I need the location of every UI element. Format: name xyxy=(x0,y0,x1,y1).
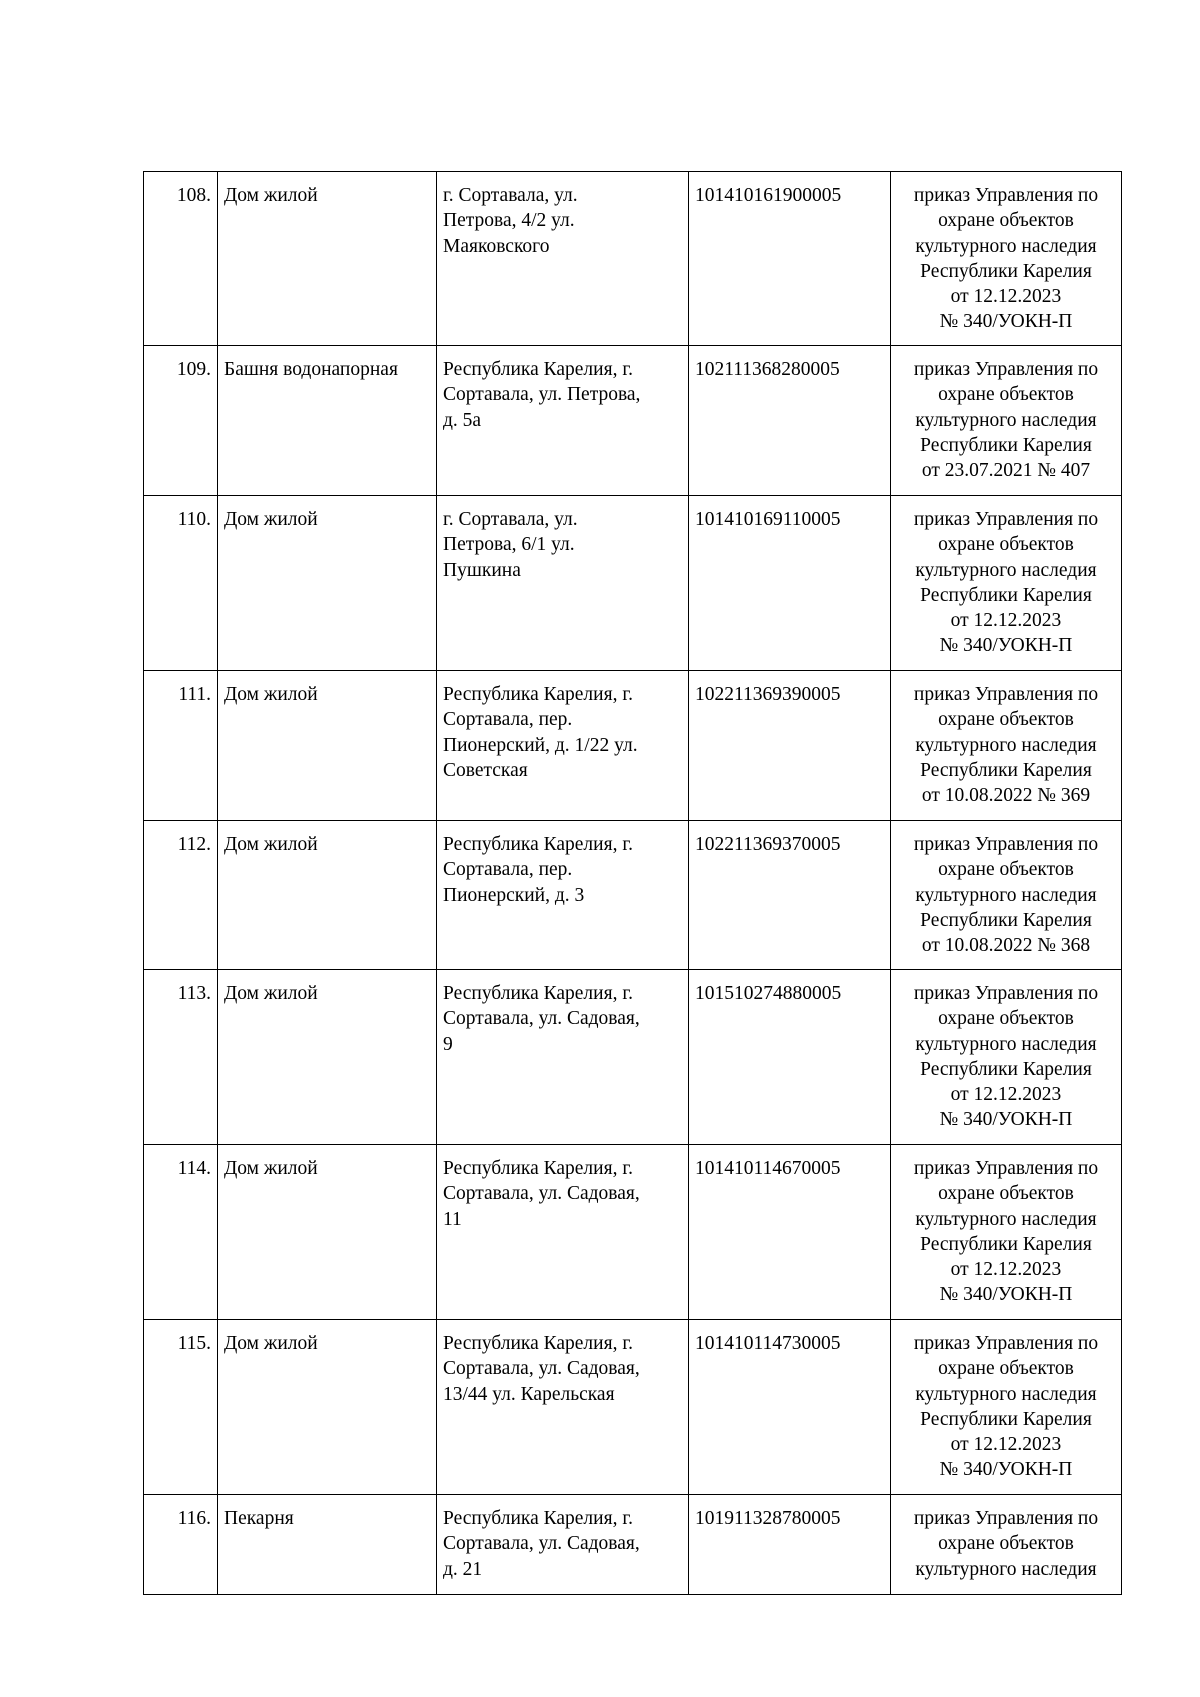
document-line: от 12.12.2023 xyxy=(950,1259,1062,1281)
address-line: 11 xyxy=(443,1208,462,1230)
legal-document xyxy=(891,172,1122,346)
address-line: Сортавала, ул. Садовая, xyxy=(443,1533,640,1555)
row-number: 108. xyxy=(144,172,218,346)
document-line: охране объектов xyxy=(938,1008,1074,1030)
document-line: Республики Карелия xyxy=(920,909,1092,931)
object-name xyxy=(218,346,437,496)
document-line: приказ Управления по xyxy=(913,359,1099,380)
document-line: охране объектов xyxy=(938,534,1074,556)
address-line: Пионерский, д. 3 xyxy=(443,884,585,906)
document-line: культурного наследия xyxy=(915,1383,1097,1405)
document-line: приказ Управления по xyxy=(913,1158,1099,1179)
row-number: 109. xyxy=(144,346,218,496)
document-line: № 340/УОКН-П xyxy=(939,635,1073,657)
legal-document xyxy=(891,671,1122,821)
table-row xyxy=(144,671,1122,821)
object-name-text: Пекарня xyxy=(224,1508,294,1529)
registry-number: 101410114730005 xyxy=(689,1320,891,1495)
object-name-text: Дом жилой xyxy=(224,509,318,530)
address-line: Пушкина xyxy=(443,559,521,581)
object-name-text: Дом жилой xyxy=(224,1158,318,1179)
document-line: Республики Карелия xyxy=(920,260,1092,282)
address-line: Сортавала, пер. xyxy=(443,709,573,731)
object-name-text: Дом жилой xyxy=(224,185,318,206)
registry-number: 101911328780005 xyxy=(689,1495,891,1595)
document-line: № 340/УОКН-П xyxy=(939,1459,1073,1481)
object-name-text: Дом жилой xyxy=(224,834,318,855)
registry-number: 101510274880005 xyxy=(689,970,891,1145)
object-address xyxy=(437,172,689,346)
row-number: 116. xyxy=(144,1495,218,1595)
document-line: Республики Карелия xyxy=(920,584,1092,606)
document-line: № 340/УОКН-П xyxy=(939,1284,1073,1306)
row-number: 112. xyxy=(144,821,218,970)
legal-document xyxy=(891,346,1122,496)
object-name xyxy=(218,496,437,671)
object-name-text: Башня водонапорная xyxy=(224,359,398,380)
object-address xyxy=(437,970,689,1145)
address-line: Сортавала, ул. Петрова, xyxy=(443,384,641,406)
address-line: Республика Карелия, г. xyxy=(443,359,633,380)
object-address xyxy=(437,346,689,496)
document-line: № 340/УОКН-П xyxy=(939,1109,1073,1131)
row-number: 113. xyxy=(144,970,218,1145)
address-line: Республика Карелия, г. xyxy=(443,834,633,855)
document-line: от 12.12.2023 xyxy=(950,286,1062,308)
row-number: 115. xyxy=(144,1320,218,1495)
address-line: г. Сортавала, ул. xyxy=(443,509,578,530)
document-line: приказ Управления по xyxy=(913,983,1099,1004)
address-line: Сортавала, пер. xyxy=(443,859,573,881)
registry-number: 101410114670005 xyxy=(689,1145,891,1320)
address-line: Республика Карелия, г. xyxy=(443,1508,633,1529)
document-line: Республики Карелия xyxy=(920,759,1092,781)
document-line: культурного наследия xyxy=(915,409,1097,431)
row-number: 110. xyxy=(144,496,218,671)
object-name xyxy=(218,821,437,970)
document-line: Республики Карелия xyxy=(920,1058,1092,1080)
object-name xyxy=(218,1495,437,1595)
address-line: Республика Карелия, г. xyxy=(443,1333,633,1354)
address-line: 9 xyxy=(443,1033,453,1055)
document-line: Республики Карелия xyxy=(920,1233,1092,1255)
table-row xyxy=(144,1495,1122,1595)
address-line: Сортавала, ул. Садовая, xyxy=(443,1008,640,1030)
address-line: Республика Карелия, г. xyxy=(443,983,633,1004)
document-line: охране объектов xyxy=(938,384,1074,406)
document-line: охране объектов xyxy=(938,1533,1074,1555)
document-line: охране объектов xyxy=(938,210,1074,232)
document-line: приказ Управления по xyxy=(913,1333,1099,1354)
address-line: Республика Карелия, г. xyxy=(443,684,633,705)
row-number: 111. xyxy=(144,671,218,821)
document-line: культурного наследия xyxy=(915,235,1097,257)
document-line: охране объектов xyxy=(938,1183,1074,1205)
document-line: культурного наследия xyxy=(915,734,1097,756)
registry-number: 102211369370005 xyxy=(689,821,891,970)
document-line: от 12.12.2023 xyxy=(950,1084,1062,1106)
address-line: Сортавала, ул. Садовая, xyxy=(443,1183,640,1205)
table-row xyxy=(144,1320,1122,1495)
table-row xyxy=(144,496,1122,671)
object-address xyxy=(437,671,689,821)
table-row xyxy=(144,172,1122,346)
object-name-text: Дом жилой xyxy=(224,1333,318,1354)
object-address xyxy=(437,821,689,970)
table-row xyxy=(144,970,1122,1145)
object-name xyxy=(218,1145,437,1320)
address-line: Петрова, 6/1 ул. xyxy=(443,534,575,556)
document-line: охране объектов xyxy=(938,859,1074,881)
document-line: от 10.08.2022 № 369 xyxy=(921,785,1091,807)
registry-number: 102111368280005 xyxy=(689,346,891,496)
address-line: д. 5а xyxy=(443,409,482,431)
document-line: культурного наследия xyxy=(915,884,1097,906)
address-line: Маяковского xyxy=(443,235,550,257)
document-line: приказ Управления по xyxy=(913,185,1099,206)
address-line: Республика Карелия, г. xyxy=(443,1158,633,1179)
object-address xyxy=(437,1495,689,1595)
address-line: 13/44 ул. Карельская xyxy=(443,1383,615,1405)
document-line: приказ Управления по xyxy=(913,834,1099,855)
object-address xyxy=(437,1320,689,1495)
legal-document xyxy=(891,1495,1122,1595)
document-line: Республики Карелия xyxy=(920,434,1092,456)
legal-document xyxy=(891,1145,1122,1320)
object-name-text: Дом жилой xyxy=(224,684,318,705)
table-row xyxy=(144,346,1122,496)
object-address xyxy=(437,1145,689,1320)
document-line: от 12.12.2023 xyxy=(950,1434,1062,1456)
row-number: 114. xyxy=(144,1145,218,1320)
document-line: № 340/УОКН-П xyxy=(939,311,1073,333)
object-address xyxy=(437,496,689,671)
object-name xyxy=(218,172,437,346)
document-line: Республики Карелия xyxy=(920,1408,1092,1430)
document-line: приказ Управления по xyxy=(913,509,1099,530)
address-line: г. Сортавала, ул. xyxy=(443,185,578,206)
table-row xyxy=(144,821,1122,970)
document-line: от 23.07.2021 № 407 xyxy=(921,460,1091,482)
object-name xyxy=(218,970,437,1145)
heritage-objects-table xyxy=(143,171,1122,1595)
address-line: Сортавала, ул. Садовая, xyxy=(443,1358,640,1380)
legal-document xyxy=(891,821,1122,970)
object-name xyxy=(218,1320,437,1495)
document-line: культурного наследия xyxy=(915,559,1097,581)
document-line: охране объектов xyxy=(938,1358,1074,1380)
address-line: Пионерский, д. 1/22 ул. xyxy=(443,734,638,756)
document-line: культурного наследия xyxy=(915,1558,1097,1580)
legal-document xyxy=(891,1320,1122,1495)
document-line: приказ Управления по xyxy=(913,684,1099,705)
address-line: д. 21 xyxy=(443,1558,483,1580)
document-line: от 12.12.2023 xyxy=(950,610,1062,632)
document-line: приказ Управления по xyxy=(913,1508,1099,1529)
object-name-text: Дом жилой xyxy=(224,983,318,1004)
document-line: охране объектов xyxy=(938,709,1074,731)
legal-document xyxy=(891,496,1122,671)
document-line: культурного наследия xyxy=(915,1033,1097,1055)
document-line: от 10.08.2022 № 368 xyxy=(921,935,1091,957)
address-line: Советская xyxy=(443,759,528,781)
object-name xyxy=(218,671,437,821)
table-row xyxy=(144,1145,1122,1320)
registry-number: 101410169110005 xyxy=(689,496,891,671)
registry-number: 101410161900005 xyxy=(689,172,891,346)
document-line: культурного наследия xyxy=(915,1208,1097,1230)
address-line: Петрова, 4/2 ул. xyxy=(443,210,575,232)
registry-number: 102211369390005 xyxy=(689,671,891,821)
legal-document xyxy=(891,970,1122,1145)
table-body xyxy=(144,172,1122,1595)
